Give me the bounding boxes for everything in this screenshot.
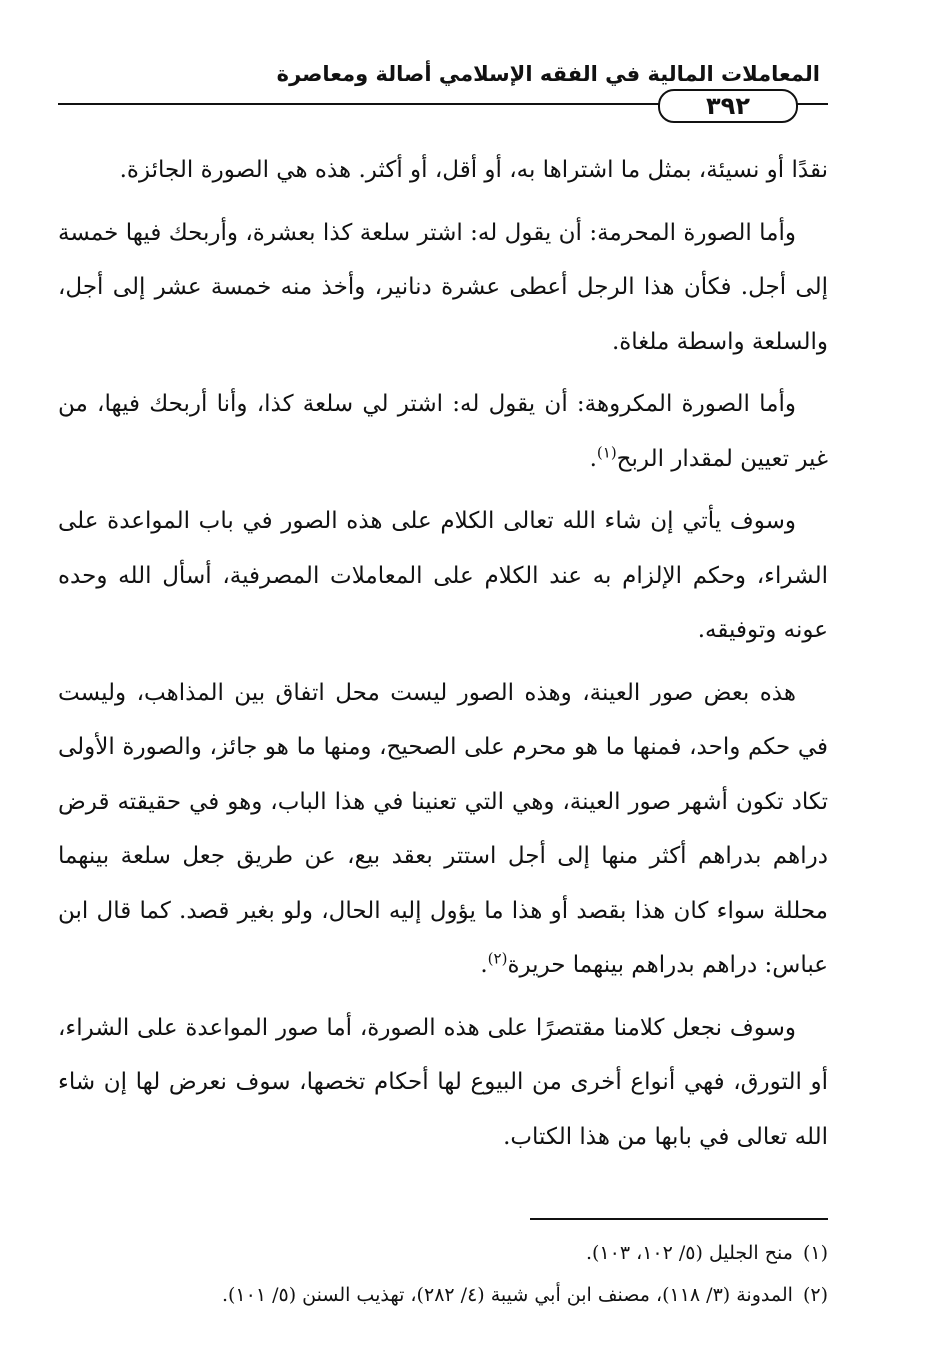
footnote [58, 1232, 828, 1274]
paragraph-end: . [589, 445, 597, 472]
footnote-number: (٢) [802, 1284, 828, 1306]
paragraph-text: هذه بعض صور العينة، وهذه الصور ليست محل اتفاق بين المذاهب، وليست في حكم واحد، فمنها ما هو محرم على الصحيح، ومنها ما هو جائز، والصورة الأولى تكاد تكون أشهر صور العينة، وهي التي تعنينا في هذا الباب، وهو في حقيقته قرض دراهم بدراهم أكثر منها إلى أجل استتر بعقد بيع، عن طريق جعل سلعة بينهما محللة سواء كان هذا بقصد أو هذا ما يؤول إليه الحال، ولو بغير قصد. كما قال ابن عباس: دراهم بدراهم بينهما حريرة [58, 679, 828, 978]
paragraph-text: وسوف يأتي إن شاء الله تعالى الكلام على هذه الصور في باب المواعدة على الشراء، وحكم الإلزام به عند الكلام على المعاملات المصرفية، أسأل الله وحده عونه وتوفيقه. [58, 508, 828, 643]
paragraph [58, 143, 828, 198]
paragraph [58, 666, 828, 993]
footnote-separator [530, 1218, 828, 1220]
paragraph [58, 1001, 828, 1165]
running-title: المعاملات المالية في الفقه الإسلامي أصالة ومعاصرة [276, 62, 820, 86]
paragraph [58, 206, 828, 370]
paragraph-text: وسوف نجعل كلامنا مقتصرًا على هذه الصورة، أما صور المواعدة على الشراء، أو التورق، فهي أنواع أخرى من البيوع لها أحكام تخصها، سوف نعرض لها إن شاء الله تعالى في بابها من هذا الكتاب. [58, 1014, 828, 1150]
paragraph [58, 494, 828, 658]
paragraph-end: . [480, 952, 488, 978]
paragraph-text: نقدًا أو نسيئة، بمثل ما اشتراها به، أو أقل، أو أكثر. هذه هي الصورة الجائزة. [119, 157, 828, 183]
body-text [58, 143, 828, 1172]
page-number-badge: ٣٩٢ [658, 89, 798, 123]
footnotes [58, 1232, 828, 1316]
footnote-text: منح الجليل (٥/ ١٠٢، ١٠٣). [585, 1242, 793, 1264]
page-header [58, 62, 828, 122]
paragraph-text: وأما الصورة المكروهة: أن يقول له: اشتر لي سلعة كذا، وأنا أربحك فيها، من غير تعيين لمقدار الربح [58, 391, 828, 472]
paragraph [58, 377, 828, 486]
footnote-number: (١) [802, 1242, 828, 1264]
footnote-text: المدونة (٣/ ١١٨)، مصنف ابن أبي شيبة (٤/ ٢٨٢)، تهذيب السنن (٥/ ١٠١). [221, 1284, 793, 1306]
footnote [58, 1274, 828, 1316]
footnote-reference: (١) [596, 442, 617, 461]
paragraph-text: وأما الصورة المحرمة: أن يقول له: اشتر سلعة كذا بعشرة، وأربحك فيها خمسة إلى أجل. فكأن هذا الرجل أعطى عشرة دنانير، وأخذ منه خمسة عشر إلى أجل، والسلعة واسطة ملغاة. [58, 219, 828, 355]
footnote-reference: (٢) [487, 949, 508, 968]
